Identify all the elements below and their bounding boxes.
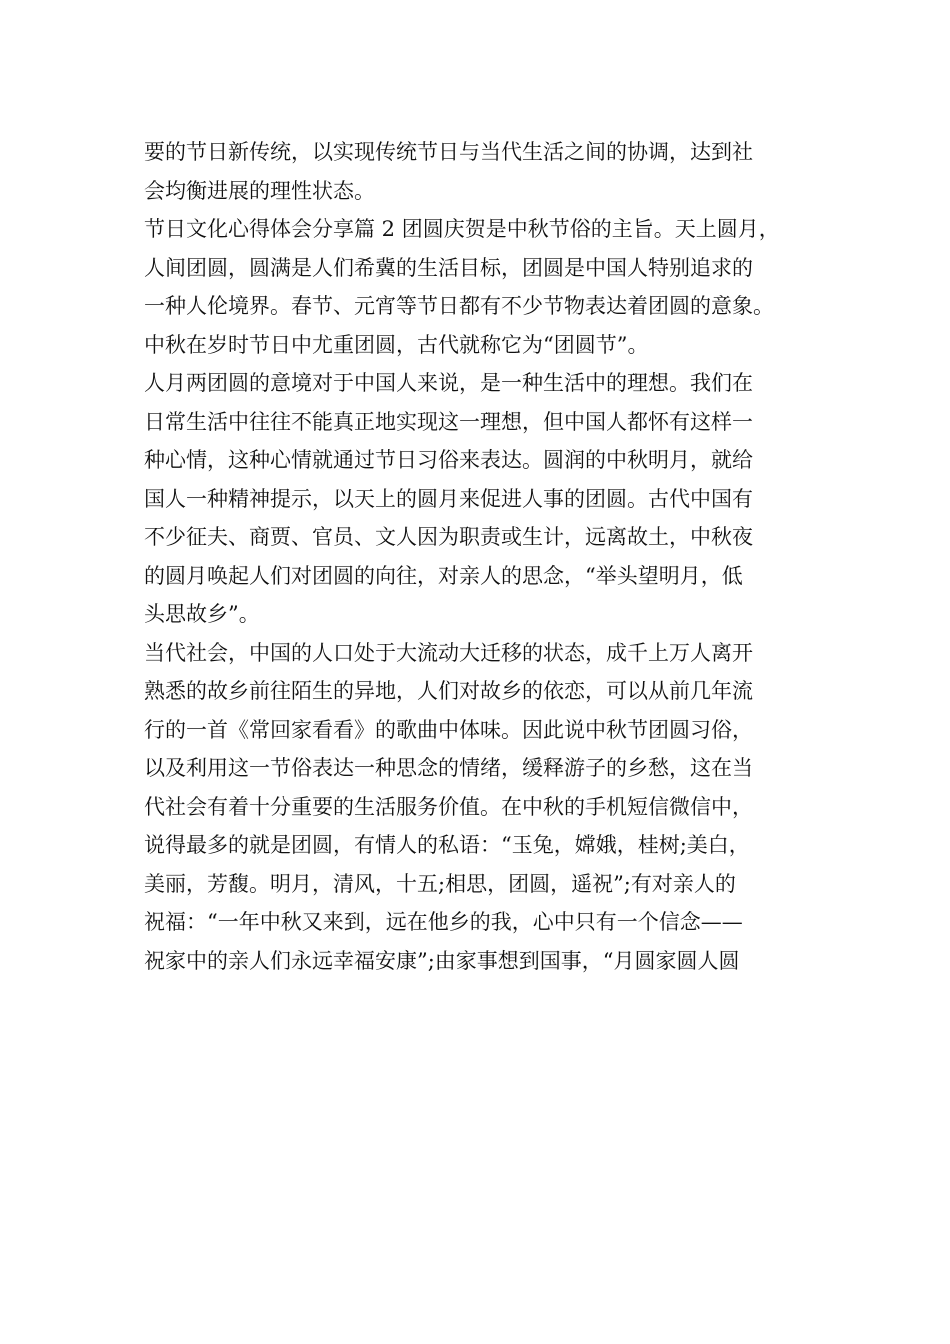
text-line: 熟悉的故乡前往陌生的异地，人们对故乡的依恋，可以从前几年流 <box>144 679 753 703</box>
text-line: 祝福：“一年中秋又来到，远在他乡的我，心中只有一个信念—— <box>144 910 743 934</box>
text-line: 当代社会，中国的人口处于大流动大迁移的状态，成千上万人离开 <box>144 640 753 665</box>
text-line: 要的节日新传统，以实现传统节日与当代生活之间的协调，达到社 <box>144 140 753 164</box>
text-line: 国人一种精神提示，以天上的圆月来促进人事的团圆。古代中国有 <box>144 486 753 511</box>
text-line: 不少征夫、商贾、官员、文人因为职责或生计，远离故土，中秋夜 <box>144 525 753 549</box>
text-line: 代社会有着十分重要的生活服务价值。在中秋的手机短信微信中， <box>144 794 753 819</box>
text-line: 会均衡进展的理性状态。 <box>144 178 375 203</box>
text-line: 日常生活中往往不能真正地实现这一理想，但中国人都怀有这样一 <box>144 409 753 434</box>
text-line: 中秋在岁时节日中尤重团圆，古代就称它为“团圆节”。 <box>144 332 649 357</box>
text-line: 的圆月唤起人们对团圆的向往，对亲人的思念，“举头望明月，低 <box>144 563 743 588</box>
text-line: 说得最多的就是团圆，有情人的私语：“玉兔，嫦娥，桂树;美白， <box>144 833 750 857</box>
text-line: 头思故乡”。 <box>144 602 260 626</box>
text-line: 美丽，芳馥。明月，清风，十五;相思，团圆，遥祝”;有对亲人的 <box>144 871 736 896</box>
text-line: 以及利用这一节俗表达一种思念的情绪，缓释游子的乡愁，这在当 <box>144 756 753 780</box>
text-line: 行的一首《常回家看看》的歌曲中体味。因此说中秋节团圆习俗， <box>144 717 753 742</box>
text-line: 人月两团圆的意境对于中国人来说，是一种生活中的理想。我们在 <box>144 371 753 395</box>
document-body <box>144 133 824 980</box>
text-line: 人间团圆，圆满是人们希冀的生活目标，团圆是中国人特别追求的 <box>144 255 753 280</box>
text-line: 节日文化心得体会分享篇 2 团圆庆贺是中秋节俗的主旨。天上圆月， <box>144 217 780 241</box>
text-line: 一种人伦境界。春节、元宵等节日都有不少节物表达着团圆的意象。 <box>144 294 774 318</box>
text-line: 种心情，这种心情就通过节日习俗来表达。圆润的中秋明月，就给 <box>144 448 753 472</box>
text-line: 祝家中的亲人们永远幸福安康”;由家事想到国事，“月圆家圆人圆 <box>144 948 740 973</box>
